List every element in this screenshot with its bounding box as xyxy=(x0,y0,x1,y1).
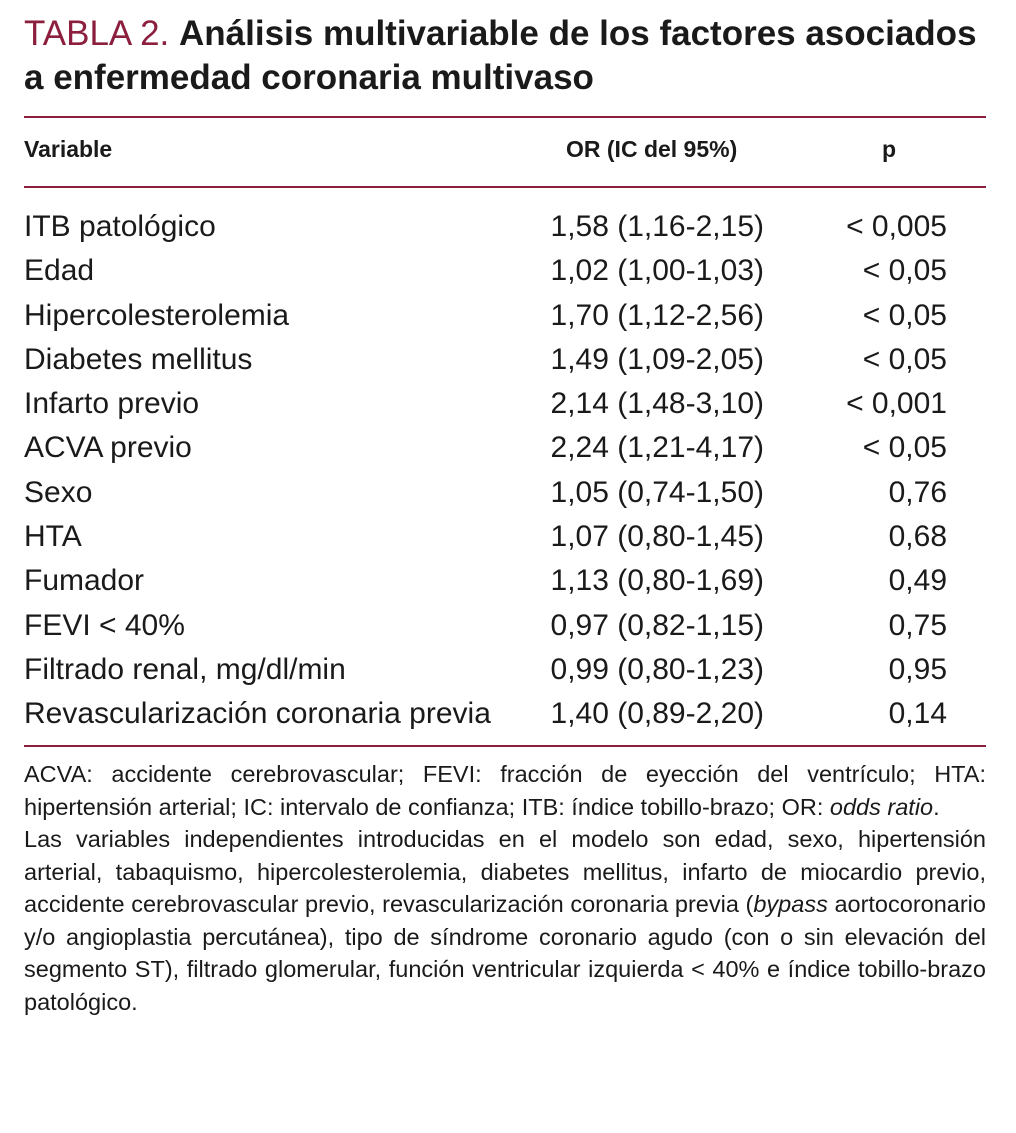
p-value-cell: 0,76 xyxy=(888,475,947,509)
variable-cell: Infarto previo xyxy=(24,387,200,421)
or-cell: 1,49 (1,09-2,05) xyxy=(550,342,764,376)
variable-cell: Edad xyxy=(24,254,95,288)
or-cell: 1,58 (1,16-2,15) xyxy=(550,210,764,243)
table-row xyxy=(24,559,986,603)
variable-cell: FEVI < 40% xyxy=(24,608,185,642)
header-p: p xyxy=(882,136,897,162)
p-value-cell: 0,95 xyxy=(888,652,947,686)
variable-cell: Filtrado renal, mg/dl/min xyxy=(24,652,346,686)
top-divider xyxy=(24,116,986,118)
or-cell: 1,07 (0,80-1,45) xyxy=(550,520,764,554)
table-title xyxy=(24,12,984,100)
p-value-cell: 0,75 xyxy=(888,608,947,642)
or-cell: 0,97 (0,82-1,15) xyxy=(550,608,764,642)
p-value-cell: 0,68 xyxy=(888,520,947,554)
p-value-cell: < 0,001 xyxy=(846,387,947,421)
model-note: Las variables independientes introducidas en el modelo son edad, sexo, hipertensión arterial, tabaquismo, hipercolesterolemia, diabetes mellitus, infarto de miocardio previo, accidente cerebrovascular previo, revascularización coronaria previa (bypass aortocoronario y/o angioplastia percutánea), tipo de síndrome coronario agudo (con o sin elevación del segmento ST), filtrado glomerular, función ventricular izquierda < 40% e índice tobillo-brazo patológico. xyxy=(24,826,986,1015)
p-value-cell: < 0,05 xyxy=(862,431,947,465)
table-row xyxy=(24,471,986,515)
table-row xyxy=(24,294,986,338)
variable-cell: Hipercolesterolemia xyxy=(24,298,290,332)
p-value-cell: < 0,05 xyxy=(862,298,947,332)
table-body xyxy=(24,205,986,737)
header-variable: Variable xyxy=(24,136,113,162)
table-row xyxy=(24,338,986,382)
table-row xyxy=(24,205,986,249)
table-title-text: Análisis multivariable de los factores asociados a enfermedad coronaria multivaso xyxy=(24,14,977,97)
table-row xyxy=(24,515,986,559)
variable-cell: Fumador xyxy=(24,564,145,598)
or-cell: 1,05 (0,74-1,50) xyxy=(550,475,764,509)
table-header xyxy=(24,136,986,172)
or-cell: 0,99 (0,80-1,23) xyxy=(550,652,764,686)
variable-cell: Sexo xyxy=(24,475,93,509)
table-row xyxy=(24,382,986,426)
table-row xyxy=(24,648,986,692)
or-cell: 1,02 (1,00-1,03) xyxy=(550,254,764,288)
variable-cell: ITB patológico xyxy=(24,210,216,243)
bottom-divider xyxy=(24,745,986,747)
or-cell: 2,24 (1,21-4,17) xyxy=(550,431,764,465)
p-value-cell: < 0,05 xyxy=(862,254,947,288)
variable-cell: HTA xyxy=(24,520,82,554)
abbreviations-note: ACVA: accidente cerebrovascular; FEVI: fracción de eyección del ventrículo; HTA: hipertensión arterial; IC: intervalo de confianza; ITB: índice tobillo-brazo; OR: odds ratio. xyxy=(24,761,986,820)
variable-cell: Revascularización coronaria previa xyxy=(24,697,491,731)
table-row xyxy=(24,692,986,736)
variable-cell: Diabetes mellitus xyxy=(24,342,253,376)
table-row xyxy=(24,249,986,293)
or-cell: 1,40 (0,89-2,20) xyxy=(550,697,764,731)
or-cell: 2,14 (1,48-3,10) xyxy=(550,387,764,421)
header-or: OR (IC del 95%) xyxy=(566,136,738,162)
p-value-cell: < 0,005 xyxy=(846,210,947,243)
p-value-cell: 0,14 xyxy=(888,697,947,731)
p-value-cell: 0,49 xyxy=(888,564,947,598)
or-cell: 1,13 (0,80-1,69) xyxy=(550,564,764,598)
or-cell: 1,70 (1,12-2,56) xyxy=(550,298,764,332)
header-divider xyxy=(24,186,986,188)
table-row xyxy=(24,604,986,648)
table-footnotes xyxy=(24,758,986,1018)
p-value-cell: < 0,05 xyxy=(862,342,947,376)
variable-cell: ACVA previo xyxy=(24,431,192,465)
table-row xyxy=(24,426,986,470)
table-label: TABLA 2. xyxy=(24,14,170,53)
